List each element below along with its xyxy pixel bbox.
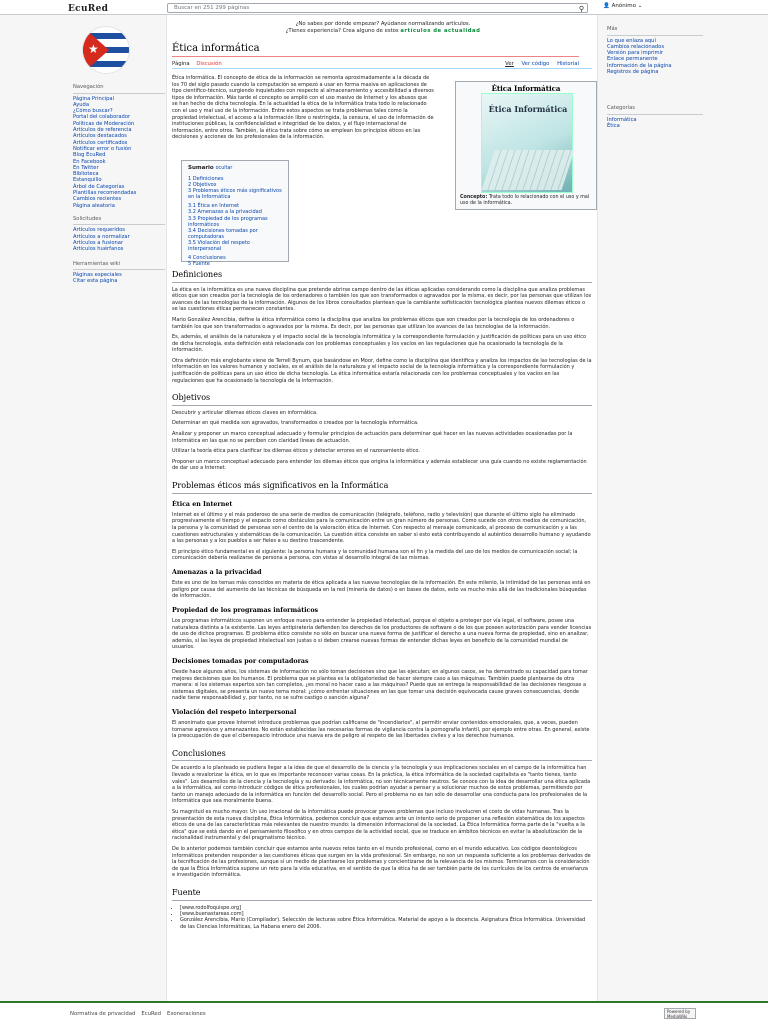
title-divider — [172, 56, 579, 57]
sidebar-nav-item[interactable]: Ayuda — [73, 101, 90, 108]
site-logo-flag[interactable] — [83, 27, 129, 73]
sidebar-nav-item[interactable]: Notificar error o fusión — [73, 145, 132, 152]
tab-page[interactable]: Página — [172, 61, 190, 67]
top-bar — [0, 0, 768, 15]
toc-item[interactable]: 2 Objetivos — [188, 182, 217, 189]
paragraph: Su magnitud es mucho mayor. Un uso irracional de la informática puede provocar graves problemas que incluso involucren el costo de vidas humanas. Tras la presentación de esta nueva disciplina, Ética Informática, podemos concluir que estamos ante un intento serio de proponer una reflexión sistemática de los aspectos éticos de una de las características más relevantes de nuestro mundo: la dimensión informacional de la sociedad. La Ética Informática forma parte de la "vuelta a la ética" que se está dando en el pensamiento filosófico y en otros campos de la actividad social, que se traduce en ámbitos técnicos en evitar la absolutización de la racionalidad instrumental y del pragmatismo técnico. — [172, 809, 585, 842]
toc-toggle[interactable]: ocultar — [215, 166, 233, 171]
section-conclusiones-heading: Conclusiones — [172, 748, 592, 762]
references-list — [172, 905, 592, 931]
sidebar-tool-item[interactable]: Páginas especiales — [73, 272, 122, 279]
toc-subitem[interactable]: 3.3 Propiedad de los programas informáticos — [188, 215, 268, 228]
page-title: Ética informática — [172, 43, 260, 54]
footer-link[interactable]: EcuRed — [141, 1011, 162, 1017]
reference-item: • [www.buenastareas.com] — [180, 911, 592, 917]
toc-subitem[interactable]: 3.1 Ética en Internet — [188, 203, 240, 210]
table-of-contents — [181, 160, 289, 268]
subsection-internet-body — [172, 512, 592, 562]
infobox-image[interactable] — [481, 93, 573, 193]
toc-item[interactable]: 5 Fuente — [188, 261, 210, 268]
tab-history[interactable]: Historial — [557, 61, 579, 67]
categories-list — [607, 117, 703, 130]
subsection-propiedad-body — [172, 618, 592, 651]
sidebar-nav-item[interactable]: Página aleatoria — [73, 202, 115, 209]
tab-discussion[interactable]: Discusión — [196, 61, 222, 67]
toc-subitem[interactable]: 3.5 Violación del respeto interpersonal — [188, 239, 250, 252]
more-heading: Más — [607, 26, 703, 36]
sidebar-nav-item[interactable]: Árbol de Categorías — [73, 183, 125, 190]
notice-line-2 — [167, 28, 599, 36]
infobox — [455, 81, 597, 210]
sidebar-request-item[interactable]: Artículos a normalizar — [73, 233, 130, 240]
section-objetivos-body — [172, 410, 592, 472]
right-sidebar — [607, 24, 703, 129]
paragraph: Proponer un marco conceptual adecuado para entender los dilemas éticos que origina la informática y además establecer una guía cuando no existe reglamentación de dar uso a Internet. — [172, 458, 587, 472]
section-objetivos-heading: Objetivos — [172, 392, 592, 406]
paragraph: Es, además, el análisis de la naturaleza y el impacto social de la tecnología informática y la correspondiente formulación y justificación de políticas para un uso ético de dicha tecnología, esta definición está relacionada con los problemas conceptuales y los vacíos en las regulaciones que ha ocasionado la tecnología de la información. — [172, 334, 587, 354]
right-more-item[interactable]: Registros de página — [607, 69, 659, 76]
sidebar-nav-item[interactable]: Plantillas recomendadas — [73, 189, 137, 196]
footer — [0, 1001, 768, 1024]
subsection-decisiones-heading: Decisiones tomadas por computadoras — [172, 657, 309, 665]
infobox-caption — [460, 195, 594, 206]
nav-heading: Navegación — [73, 84, 165, 94]
subsection-violacion-body — [172, 720, 592, 740]
footer-link[interactable]: Exoneraciones — [167, 1011, 206, 1017]
infobox-caption-text: Trata todo lo relacionado con el uso y mal uso de la informática. — [460, 195, 590, 206]
search-input[interactable] — [167, 3, 588, 13]
tools-heading: Herramientas wiki — [73, 261, 165, 271]
paragraph: Internet es el último y el más poderoso de una serie de medios de comunicación (telégrafo, teléfono, radio y televisión) que durante el último siglo ha eliminado progresivamente el tiempo y el espacio como obstáculos para la comunicación entre un gran número de personas. Como sucede con otros medios de comunicación, la persona y la comunidad de personas son el centro de la valoración ética de Internet. Con respecto al mensaje comunicado, al proceso de comunicación y a las cuestiones estructurales y sistemáticas de la comunicación. La cuestión ética consiste en saber si esto está contribuyendo al auténtico desarrollo humano y ayudando a las personas y a los pueblos a ser fieles a su destino trascendente. — [172, 511, 591, 545]
paragraph: De lo anterior podemos también concluir que estamos ante nuevos retos tanto en el mundo profesional, como en el mundo educativo. Los códigos deontológicos informáticos pretenden responder a las cuestiones éticas que surgen en la vida profesional. Sin embargo, no son un respuesta suficiente a los problemas derivados de la tecnificación de las profesiones, aunque sí un medio de plantearse los problemas y concientizarse de la relevancia de los mismos. Terminamos con la consideración de que la Ética Informática supone un reto para la vida educativa, en el sentido de que la ética ha de ser también parte de los currículos de los centros de enseñanza e investigación informática. — [172, 846, 591, 879]
paragraph: Los programas informáticos suponen un enfoque nuevo para entender la propiedad intelectual, porque el objeto a proteger por vía legal, el software, posee una naturaleza distinta a la existente. Las leyes antipiratería defienden los derechos de los productores de software o de los que poseen autorización para vender licencias de uso de dichos programas. El problema ético consiste no sólo en buscar una nueva forma de justificar el derecho a una nueva forma de propiedad, sino en analizar, además, si las leyes de propiedad intelectual son justas o si deben crearse nuevas formas de entender dichas leyes en beneficio de la comunidad mundial de usuarios. — [172, 617, 592, 651]
right-spacer — [607, 75, 703, 103]
paragraph: Mario González Arencibia, define la ética informática como la disciplina que analiza los problemas éticos que son creados por la tecnología de los ordenadores o también los que son transformados o agravados por la misma. Es decir, por las personas que utilizan los avances de las tecnologías de la información. — [172, 316, 575, 330]
categories-heading: Categorías — [607, 105, 703, 115]
notice-text: ¿Tienes experiencia? Crea alguno de estos — [285, 28, 399, 34]
sidebar-nav-item[interactable]: Blog EcuRed — [73, 152, 106, 159]
notice-line-1: ¿No sabes por dónde empezar? Ayúdanos normalizando artículos. — [295, 21, 471, 27]
toc-subitems — [188, 203, 282, 252]
keyboard-illustration — [482, 150, 575, 190]
subsection-violacion-heading: Violación del respeto interpersonal — [172, 708, 297, 716]
right-more-item[interactable]: Cambios relacionados — [607, 43, 665, 50]
toc-item[interactable]: 3 Problemas éticos más significativos en la Informática — [188, 188, 282, 201]
section-problemas-heading: Problemas éticos más significativos en la Informática — [172, 480, 592, 494]
sidebar-nav-item[interactable]: Políticas de Moderación — [73, 120, 135, 127]
section-definiciones-body — [172, 287, 592, 385]
sidebar-nav-item[interactable]: Página Principal — [73, 95, 115, 102]
requests-list — [73, 227, 165, 252]
right-more-item[interactable]: Lo que enlaza aquí — [607, 37, 656, 44]
intro-paragraph: Ética informática. El concepto de ética de la información se remonta aproximadamente a la década de los 70 del siglo pasado cuando la computación se empezó a usar en forma masiva en aplicaciones de tipo científico-técnico, surgiendo inquietudes con respecto al almacenamiento y accesibilidad a diversos tipos de información. Más tarde el concepto se amplió con el uso masivo de Internet y los abusos que se han hecho de dicha tecnología. En la actualidad la ética de la informática trata todo lo relacionado con el uso y mal uso de la información. Entre estos aspectos se trata problemas tales como la propiedad intelectual, el acceso a la información libre o restringida, la censura, el uso de información de instituciones públicas, la confidencialidad e integridad de los datos, y el flujo internacional de información, entre otros. También, la ética trata sobre cómo se emplean los principios éticos en las decisiones y acciones de los profesionales de la información. — [172, 75, 434, 141]
left-sidebar — [73, 80, 165, 292]
reference-item: • [www.rodolfoquispe.org] — [180, 905, 592, 911]
paragraph: De acuerdo a lo planteado se pudiera llegar a la idea de que el desarrollo de la ciencia y la tecnología y sus implicaciones sociales en el campo de la informática han llevado a revalorizar la ética, en lo que es importante reconocer varias cosas. En la práctica, la ética informática de la sociedad capitalista es "tanto tienes, tanto vales". Los desarrollos de la ciencia y la tecnología y su derivado: la informática, no son técnicamente neutros. Se conoce con la idea de desarrollar una ética aplicada a la informática, así como introducir códigos de ética profesionales, los cuales podrían ayudar a pensar y a solucionar muchos de estos problemas, permitiendo por tanto un manejo adecuado de la informática en función del desarrollo social. Pero el problema no es tan sólo de desarrollar una conducta para los profesionales de la informática que sea moralmente buena. — [172, 765, 591, 805]
sidebar-nav-item[interactable]: Cambios recientes — [73, 196, 122, 203]
subsection-internet-heading: Ética en Internet — [172, 500, 233, 508]
section-conclusiones-body — [172, 765, 592, 879]
paragraph: El principio ético fundamental es el siguiente: la persona humana y la comunidad humana son el fin y la medida del uso de los medios de comunicación social; la comunicación debería realizarse de persona a persona, con vistas al desarrollo integral de las mismas. — [172, 548, 578, 562]
toc-items — [188, 176, 282, 200]
subsection-decisiones-body — [172, 669, 592, 702]
toc-item[interactable]: 1 Definiciones — [188, 175, 224, 182]
category-link[interactable]: Ética — [607, 123, 620, 130]
sidebar-request-item[interactable]: Artículos a fusionar — [73, 240, 124, 246]
paragraph: Determinar en qué medida son agravados, transformados o creados por la tecnología informática. — [172, 420, 419, 427]
search-icon[interactable]: ⚲ — [578, 5, 584, 13]
user-icon: 👤 — [603, 3, 610, 9]
tab-read[interactable]: Ver — [505, 61, 514, 67]
toc-subitem[interactable]: 3.2 Amenazas a la privacidad — [188, 209, 262, 216]
toc-item[interactable]: 4 Conclusiones — [188, 255, 226, 262]
section-definiciones-heading: Definiciones — [172, 269, 592, 283]
infobox-image-text: Ética Informática — [488, 104, 568, 114]
footer-links — [70, 1011, 212, 1019]
subsection-privacidad-heading: Amenazas a la privacidad — [172, 568, 262, 576]
sidebar-nav-item[interactable]: Portal del colaborador — [73, 114, 131, 121]
toc-title: Sumario — [188, 165, 214, 171]
paragraph: La ética en la informática es una nueva disciplina que pretende abrirse campo dentro de las éticas aplicadas considerando como la disciplina que analiza problemas éticos que son creados por la tecnología de los ordenadores o también los que son transformados o agravados por la misma, es decir, por las personas que utilizan los avances de las tecnologías de la información. Algunos de los libros consultados plantean que la cambiante sofisticación tecnológica plantea nuevos dilemas éticos o se las cuestiones éticas permanecen constantes. — [172, 286, 592, 313]
flag-star-icon: ★ — [88, 42, 99, 56]
site-logo-text[interactable]: EcuRed — [68, 4, 109, 14]
paragraph: Este es uno de los temas más conocidos en materia de ética aplicada a las nuevas tecnologías de la información. En este milenio, la intimidad de las personas está en peligro por causa del aumento de las técnicas de búsqueda en la red (minería de datos) o en bases de datos, esto va mucho más allá de las tradicionales búsquedas de información. — [172, 580, 591, 600]
nav-list — [73, 96, 165, 209]
mediawiki-badge[interactable]: Powered by MediaWiki — [664, 1008, 696, 1019]
tools-list — [73, 272, 165, 285]
user-label: Anónimo — [611, 3, 636, 9]
search-placeholder: Buscar en 251 299 páginas — [174, 5, 250, 11]
right-more-item[interactable]: Versión para imprimir — [607, 50, 664, 57]
paragraph: Utilizar la teoría ética para clarificar los dilemas éticos y detectar errores en el razonamiento ético. — [172, 448, 420, 455]
category-link[interactable]: Informática — [607, 116, 637, 123]
sidebar-nav-item[interactable]: Artículos de referencia — [73, 127, 132, 134]
sidebar-nav-item[interactable]: En Twitter — [73, 164, 99, 171]
toc-subitem[interactable]: 3.4 Decisiones tomadas por computadoras — [188, 227, 258, 240]
section-fuente-heading: Fuente — [172, 887, 592, 901]
paragraph: El anonimato que provee Internet introduce problemas que podrían calificarse de "incendiarios", al permitir enviar contenidos emocionales, que, a veces, pueden tornarse agresivos y amenazantes. No están establecidas las necesarias formas de vigilancia contra la pornografía infantil, por ejemplo entre otras. En general, existe la preocupación de que el ciberespacio introduce una nueva era de peligro al respeto de las libertades civiles y a los derechos humanos. — [172, 720, 590, 740]
right-more-item[interactable]: Enlace permanente — [607, 56, 658, 63]
tab-divider — [172, 68, 592, 69]
sidebar-tool-item[interactable]: Citar esta página — [73, 278, 118, 285]
paragraph: Desde hace algunos años, los sistemas de información no sólo toman decisiones sino que las ejecutan; en algunos casos, se ha demostrado su capacidad para tomar mejores decisiones que los humanos. El problema que se plantea es la obligatoriedad de hacer siempre caso a las máquinas. También puede plantearse de otra manera: si los sistemas expertos son tan completos, ¿es moral no hacer caso a las máquinas? Puede que se entrega la responsabilidad de las decisiones riesgosas a sistemas digitales, se presenta un nuevo tema moral: ¿cómo enfrentar situaciones en las que tomar una decisión equivocada cause graves consecuencias, donde nadie tiene responsabilidad y, por tanto, no se sufre castigo o sanción alguna? — [172, 669, 588, 702]
subsection-propiedad-heading: Propiedad de los programas informáticos — [172, 606, 319, 614]
toc-end-items — [188, 255, 282, 267]
infobox-title: Ética Informática — [491, 84, 561, 93]
sidebar-nav-item[interactable]: En Facebook — [73, 158, 106, 165]
subsection-privacidad-body — [172, 580, 592, 600]
reference-item: • González Arencibia, Mario (Compilador). Selección de lecturas sobre Ética Informática. Material de apoyo a la docencia. Asignatura Ética Informática. Universidad de las Ciencias Informáticas, La Habana enero del 2006. — [180, 917, 592, 930]
paragraph: Analizar y proponer un marco conceptual adecuado y formular principios de actuación para determinar qué hacer en las nuevas actividades ocasionadas por la informática en las que no se perciben con claridad líneas de actuación. — [172, 431, 573, 444]
sidebar-nav-item[interactable]: Biblioteca — [73, 171, 99, 178]
sidebar-nav-item[interactable]: Artículos destacados — [73, 133, 127, 140]
sidebar-nav-item[interactable]: ¿Cómo buscar? — [73, 108, 113, 115]
chevron-down-icon: ⌄ — [637, 3, 643, 9]
paragraph: Descubrir y articular dilemas éticos claves en informática. — [172, 409, 318, 416]
sidebar-nav-item[interactable]: Estanquillo — [73, 177, 102, 184]
tab-view-source[interactable]: Ver código — [521, 61, 550, 67]
requests-heading: Solicitudes — [73, 216, 165, 226]
sidebar-request-item[interactable]: Artículos huérfanos — [73, 246, 124, 253]
footer-link[interactable]: Normativa de privacidad — [70, 1011, 136, 1017]
infobox-caption-label: Concepto: — [460, 195, 488, 200]
more-list — [607, 38, 703, 76]
right-more-item[interactable]: Información de la página — [607, 62, 672, 69]
user-menu[interactable] — [603, 3, 642, 11]
paragraph: Otra definición más englobante viene de Terrell Bynum, que basándose en Moor, define como la disciplina que identifica y analiza los impactos de las tecnologías de la información en los valores humanos y sociales, es el análisis de la naturaleza y el impacto social de la tecnología informática y la correspondiente formulación y justificación de políticas para un uso ético de dicha tecnología. La ética informática estaría relacionada con los problemas conceptuales y los vacíos en las regulaciones que ha ocasionado la tecnología de la información. — [172, 357, 592, 384]
sidebar-request-item[interactable]: Artículos requeridos — [73, 227, 125, 234]
sidebar-nav-item[interactable]: Artículos certificados — [73, 139, 128, 146]
notice-link[interactable]: artículos de actualidad — [400, 28, 481, 34]
